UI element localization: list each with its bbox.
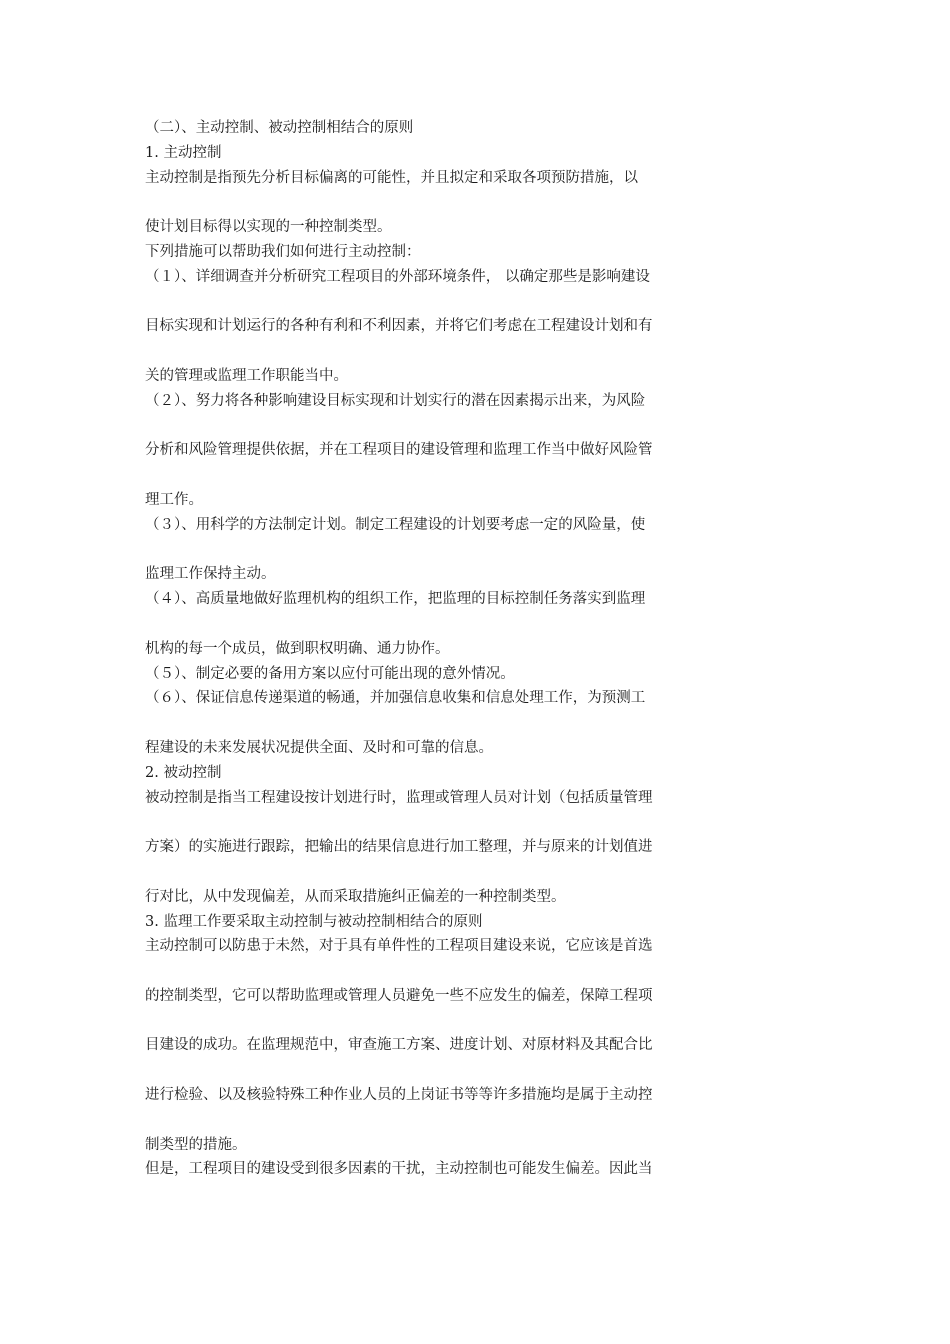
paragraph-line: 方案）的实施进行跟踪，把输出的结果信息进行加工整理，并与原来的计划值进 — [145, 839, 653, 856]
list-item-5: （５）、制定必要的备用方案以应付可能出现的意外情况。 — [145, 665, 515, 682]
paragraph-line: 制类型的措施。 — [145, 1136, 247, 1153]
paragraph-spacer — [145, 1108, 745, 1133]
document-body — [145, 116, 745, 1182]
paragraph-line: 目标实现和计划运行的各种有利和不利因素，并将它们考虑在工程建设计划和有 — [145, 318, 653, 335]
paragraph-spacer — [145, 612, 745, 637]
list-item-6: （６）、保证信息传递渠道的畅通，并加强信息收集和信息处理工作，为预测工 — [145, 690, 646, 707]
paragraph-spacer — [145, 711, 745, 736]
list-item-1: （１）、详细调查并分析研究工程项目的外部环境条件， 以确定那些是影响建设 — [145, 268, 650, 285]
paragraph-line: 关的管理或监理工作职能当中。 — [145, 367, 348, 384]
paragraph-spacer — [145, 463, 745, 488]
paragraph-spacer — [145, 1009, 745, 1034]
list-item-4: （４）、高质量地做好监理机构的组织工作，把监理的目标控制任务落实到监理 — [145, 591, 646, 608]
paragraph-line: 行对比，从中发现偏差，从而采取措施纠正偏差的一种控制类型。 — [145, 888, 566, 905]
paragraph-line: 监理工作保持主动。 — [145, 566, 276, 583]
paragraph-line: 主动控制是指预先分析目标偏离的可能性，并且拟定和采取各项预防措施，以 — [145, 169, 638, 186]
subheading-passive-control: 2. 被动控制 — [145, 764, 222, 781]
list-item-3: （３）、用科学的方法制定计划。制定工程建设的计划要考虑一定的风险量，使 — [145, 516, 646, 533]
paragraph-spacer — [145, 959, 745, 984]
paragraph-line: 使计划目标得以实现的一种控制类型。 — [145, 219, 392, 236]
paragraph-line: 分析和风险管理提供依据，并在工程项目的建设管理和监理工作当中做好风险管 — [145, 442, 653, 459]
paragraph-line: 被动控制是指当工程建设按计划进行时，监理或管理人员对计划（包括质量管理 — [145, 789, 653, 806]
paragraph-spacer — [145, 414, 745, 439]
paragraph-spacer — [145, 810, 745, 835]
paragraph-spacer — [145, 860, 745, 885]
paragraph-line: 目建设的成功。在监理规范中，审查施工方案、进度计划、对原材料及其配合比 — [145, 1037, 653, 1054]
paragraph-spacer — [145, 290, 745, 315]
paragraph-line: 的控制类型，它可以帮助监理或管理人员避免一些不应发生的偏差，保障工程项 — [145, 987, 653, 1004]
subheading-combined-principle: 3. 监理工作要采取主动控制与被动控制相结合的原则 — [145, 913, 483, 930]
paragraph-line: 主动控制可以防患于未然，对于具有单件性的工程项目建设来说，它应该是首选 — [145, 938, 653, 955]
paragraph-spacer — [145, 1058, 745, 1083]
list-item-2: （２）、努力将各种影响建设目标实现和计划实行的潜在因素揭示出来，为风险 — [145, 392, 646, 409]
paragraph-line: 理工作。 — [145, 491, 203, 508]
paragraph-line: 但是，工程项目的建设受到很多因素的干扰，主动控制也可能发生偏差。因此当 — [145, 1161, 653, 1178]
paragraph-line: 机构的每一个成员，做到职权明确、通力协作。 — [145, 640, 450, 657]
paragraph-line: 进行检验、以及核验特殊工种作业人员的上岗证书等等许多措施均是属于主动控 — [145, 1087, 653, 1104]
paragraph-spacer — [145, 339, 745, 364]
paragraph-spacer — [145, 538, 745, 563]
subheading-active-control: 1. 主动控制 — [145, 144, 222, 161]
section-heading: （二）、主动控制、被动控制相结合的原则 — [145, 120, 414, 136]
paragraph-line: 下列措施可以帮助我们如何进行主动控制： — [145, 243, 421, 260]
paragraph-line: 程建设的未来发展状况提供全面、及时和可靠的信息。 — [145, 739, 493, 756]
paragraph-spacer — [145, 190, 745, 215]
